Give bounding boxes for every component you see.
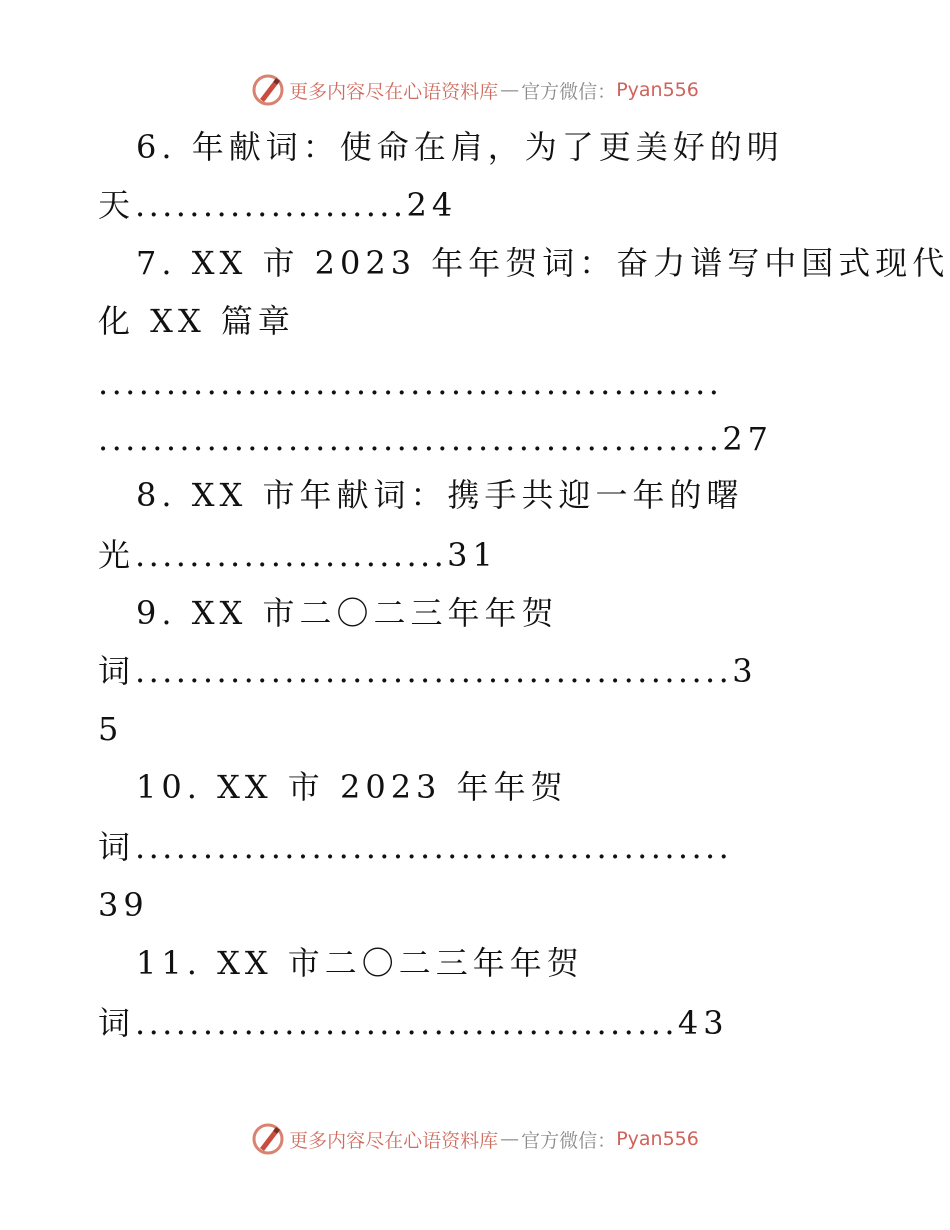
banner-wechat-label: 官方微信： (521, 80, 617, 103)
toc-entry-7-dots: .............................................. (98, 420, 723, 458)
header-watermark (0, 70, 950, 110)
banner-wechat-id: Pyan556 (616, 1128, 699, 1150)
footer-watermark (0, 1119, 950, 1159)
toc-entry-10-page: 39 (98, 886, 149, 924)
toc-entry-6-page: 24 (406, 186, 458, 224)
toc-entry-10-leader (0, 822, 950, 872)
toc-entry-10-title: 10. XX 市 2023 年年贺 (136, 768, 568, 806)
toc-entry-7-title-cont: 化 XX 篇章 (98, 302, 295, 340)
banner-promo-text: 更多内容尽在心语资料库 (289, 80, 499, 103)
toc-entry-6-leader (0, 180, 950, 230)
banner-dash: — (500, 79, 520, 101)
banner-wechat-id: Pyan556 (616, 79, 699, 101)
toc-entry-8-dots: ....................... (135, 536, 448, 574)
toc-entry-8-cont: 光 (98, 536, 136, 574)
toc-entry-7-page: 27 (722, 420, 774, 458)
toc-entry-11-title: 11. XX 市二〇二三年年贺 (136, 944, 584, 982)
toc-entry-8-leader (0, 530, 950, 580)
toc-entry-8-title: 8. XX 市年献词：携手共迎一年的曙 (136, 476, 744, 514)
toc-entry-9-cont: 词 (98, 652, 136, 690)
toc-entry-9-leader (0, 646, 950, 696)
pen-logo-icon (251, 1122, 285, 1156)
toc-entry-10-dots: ............................................ (135, 828, 733, 866)
banner-dash: — (500, 1128, 520, 1150)
toc-entry-11-leader (0, 998, 950, 1048)
pen-logo-icon (251, 73, 285, 107)
toc-entry-7-title: 7. XX 市 2023 年年贺词：奋力谱写中国式现代 (136, 244, 950, 282)
toc-entry-10-cont: 词 (98, 828, 136, 866)
toc-entry-7-dots-full: .............................................. (98, 364, 723, 402)
toc-entry-11-dots: ........................................ (135, 1004, 678, 1042)
toc-entry-6-cont: 天 (98, 186, 136, 224)
toc-entry-9-page-part2: 5 (98, 710, 124, 748)
toc-entry-7-leader (0, 414, 950, 464)
toc-entry-8-page: 31 (447, 536, 498, 574)
toc-entry-11-page: 43 (677, 1004, 729, 1042)
toc-entry-11-cont: 词 (98, 1004, 136, 1042)
toc-entry-9-title: 9. XX 市二〇二三年年贺 (136, 594, 559, 632)
toc-entry-9-page-part1: 3 (732, 652, 758, 690)
toc-entry-6-dots: .................... (135, 186, 407, 224)
toc-entry-7-dots-line (0, 358, 950, 408)
banner-promo-text: 更多内容尽在心语资料库 (289, 1129, 499, 1152)
banner-wechat-label: 官方微信： (521, 1129, 617, 1152)
toc-entry-6-title: 6. 年献词：使命在肩，为了更美好的明 (136, 128, 784, 166)
toc-entry-9-dots: ............................................ (135, 652, 733, 690)
